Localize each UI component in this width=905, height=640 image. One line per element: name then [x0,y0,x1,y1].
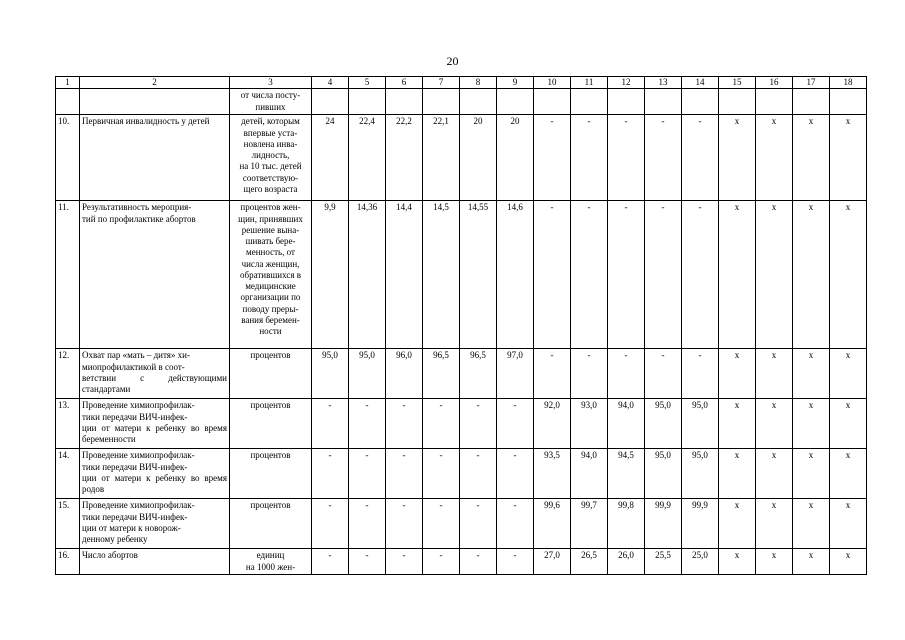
value-cell: - [645,115,682,201]
value-cell: - [386,499,423,549]
column-number: 16 [756,77,793,89]
row-number: 14. [56,449,80,499]
value-cell [571,89,608,115]
value-cell: 93,5 [534,449,571,499]
value-cell: - [534,115,571,201]
value-cell: x [830,549,867,575]
value-cell: x [830,349,867,399]
row-number: 13. [56,399,80,449]
value-cell [756,89,793,115]
value-cell: x [756,399,793,449]
value-cell: x [830,201,867,349]
column-number: 13 [645,77,682,89]
indicator-name: Проведение химиопрофилак- тики передачи ВИЧ-инфек- ции от матери к ребенку во время беременности [80,399,230,449]
column-number: 15 [719,77,756,89]
table-row [56,89,867,115]
column-number: 7 [423,77,460,89]
value-cell: 14,6 [497,201,534,349]
value-cell: x [719,399,756,449]
value-cell: - [312,399,349,449]
value-cell: - [386,449,423,499]
value-cell: - [460,449,497,499]
value-cell: - [497,449,534,499]
unit-of-measure: процентов [230,499,312,549]
indicator-name: Число абортов [80,549,230,575]
value-cell: x [793,449,830,499]
value-cell [682,89,719,115]
value-cell: x [756,115,793,201]
value-cell [423,89,460,115]
value-cell: - [349,499,386,549]
column-number: 18 [830,77,867,89]
value-cell: - [349,549,386,575]
value-cell: - [571,115,608,201]
value-cell: - [571,349,608,399]
value-cell: 14,55 [460,201,497,349]
value-cell: - [460,399,497,449]
value-cell: 9,9 [312,201,349,349]
value-cell: - [349,399,386,449]
value-cell: - [645,349,682,399]
value-cell: 95,0 [645,399,682,449]
value-cell: x [830,449,867,499]
value-cell: 14,4 [386,201,423,349]
value-cell: 93,0 [571,399,608,449]
row-number: 11. [56,201,80,349]
value-cell: 25,5 [645,549,682,575]
indicator-name: Результативность мероприя- тий по профилактике абортов [80,201,230,349]
value-cell: - [571,201,608,349]
value-cell: 99,7 [571,499,608,549]
indicator-name [80,89,230,115]
value-cell: 27,0 [534,549,571,575]
value-cell: 95,0 [682,449,719,499]
value-cell: 20 [497,115,534,201]
unit-of-measure: детей, которым впервые уста- новлена инва- лидность, на 10 тыс. детей соответствую- щего возраста [230,115,312,201]
value-cell [460,89,497,115]
indicator-name: Охват пар «мать – дитя» хи- миопрофилактикой в соот- ветствии с действующими стандартами [80,349,230,399]
value-cell [793,89,830,115]
value-cell: - [386,399,423,449]
value-cell: x [756,349,793,399]
unit-of-measure: единиц на 1000 жен- [230,549,312,575]
value-cell [386,89,423,115]
value-cell [608,89,645,115]
unit-of-measure: процентов [230,449,312,499]
column-number: 2 [80,77,230,89]
value-cell [645,89,682,115]
value-cell: - [312,549,349,575]
value-cell: - [608,349,645,399]
value-cell: x [756,499,793,549]
value-cell: 22,4 [349,115,386,201]
value-cell: x [719,201,756,349]
value-cell: x [756,201,793,349]
value-cell: x [830,399,867,449]
column-number: 6 [386,77,423,89]
indicator-name: Проведение химиопрофилак- тики передачи ВИЧ-инфек- ции от матери к новорож- денному ребенку [80,499,230,549]
row-number: 15. [56,499,80,549]
value-cell: x [830,499,867,549]
page-number: 20 [446,54,459,68]
value-cell [349,89,386,115]
value-cell: 94,0 [608,399,645,449]
value-cell: 95,0 [682,399,719,449]
value-cell: - [682,115,719,201]
table-row [56,449,867,499]
value-cell: 22,1 [423,115,460,201]
column-number: 10 [534,77,571,89]
value-cell: x [719,549,756,575]
value-cell: 99,9 [682,499,719,549]
value-cell: - [608,201,645,349]
value-cell: 97,0 [497,349,534,399]
column-number: 8 [460,77,497,89]
value-cell: x [719,449,756,499]
value-cell: 96,5 [423,349,460,399]
value-cell: - [608,115,645,201]
column-number: 1 [56,77,80,89]
value-cell: - [497,399,534,449]
value-cell: - [386,549,423,575]
table-row [56,399,867,449]
value-cell [830,89,867,115]
value-cell: 96,0 [386,349,423,399]
value-cell [497,89,534,115]
value-cell: - [645,201,682,349]
row-number: 10. [56,115,80,201]
indicators-table [55,76,867,575]
column-number: 5 [349,77,386,89]
value-cell: x [793,201,830,349]
value-cell: - [534,349,571,399]
value-cell: 22,2 [386,115,423,201]
value-cell: - [460,499,497,549]
value-cell: 99,9 [645,499,682,549]
unit-of-measure: от числа посту- пивших [230,89,312,115]
column-number: 17 [793,77,830,89]
value-cell: - [312,499,349,549]
value-cell: 95,0 [645,449,682,499]
value-cell: - [423,449,460,499]
value-cell: 99,6 [534,499,571,549]
value-cell: x [756,449,793,499]
value-cell: 96,5 [460,349,497,399]
value-cell: 95,0 [312,349,349,399]
value-cell: 14,36 [349,201,386,349]
column-number: 12 [608,77,645,89]
column-number: 14 [682,77,719,89]
column-number: 9 [497,77,534,89]
value-cell: - [423,549,460,575]
value-cell: x [793,499,830,549]
value-cell: x [793,399,830,449]
value-cell: - [534,201,571,349]
table-row [56,499,867,549]
value-cell: x [719,115,756,201]
value-cell: 94,0 [571,449,608,499]
value-cell: 26,0 [608,549,645,575]
value-cell: - [682,349,719,399]
value-cell: 14,5 [423,201,460,349]
indicator-name: Первичная инвалидность у детей [80,115,230,201]
value-cell: 94,5 [608,449,645,499]
value-cell: x [719,349,756,399]
value-cell: 25,0 [682,549,719,575]
indicator-name: Проведение химиопрофилак- тики передачи ВИЧ-инфек- ции от матери к ребенку во время родов [80,449,230,499]
column-number: 3 [230,77,312,89]
value-cell: - [423,499,460,549]
table-row [56,115,867,201]
column-number-row [56,77,867,89]
value-cell: x [756,549,793,575]
value-cell: - [682,201,719,349]
value-cell: - [423,399,460,449]
value-cell: 92,0 [534,399,571,449]
value-cell [719,89,756,115]
column-number: 11 [571,77,608,89]
value-cell [534,89,571,115]
value-cell: - [497,499,534,549]
value-cell: x [793,349,830,399]
value-cell [312,89,349,115]
table-row [56,349,867,399]
table-row [56,201,867,349]
row-number [56,89,80,115]
value-cell: 20 [460,115,497,201]
table-row [56,549,867,575]
value-cell: x [719,499,756,549]
value-cell: 26,5 [571,549,608,575]
value-cell: x [793,115,830,201]
value-cell: - [460,549,497,575]
value-cell: 99,8 [608,499,645,549]
unit-of-measure: процентов жен- щин, принявших решение вына- шивать бере- менность, от числа женщин, обратившихся в медицинские организации по поводу преры- вания беремен- ности [230,201,312,349]
value-cell: - [312,449,349,499]
row-number: 12. [56,349,80,399]
column-number: 4 [312,77,349,89]
value-cell: - [349,449,386,499]
value-cell: - [497,549,534,575]
unit-of-measure: процентов [230,399,312,449]
value-cell: 24 [312,115,349,201]
row-number: 16. [56,549,80,575]
value-cell: x [830,115,867,201]
value-cell: 95,0 [349,349,386,399]
value-cell: x [793,549,830,575]
unit-of-measure: процентов [230,349,312,399]
